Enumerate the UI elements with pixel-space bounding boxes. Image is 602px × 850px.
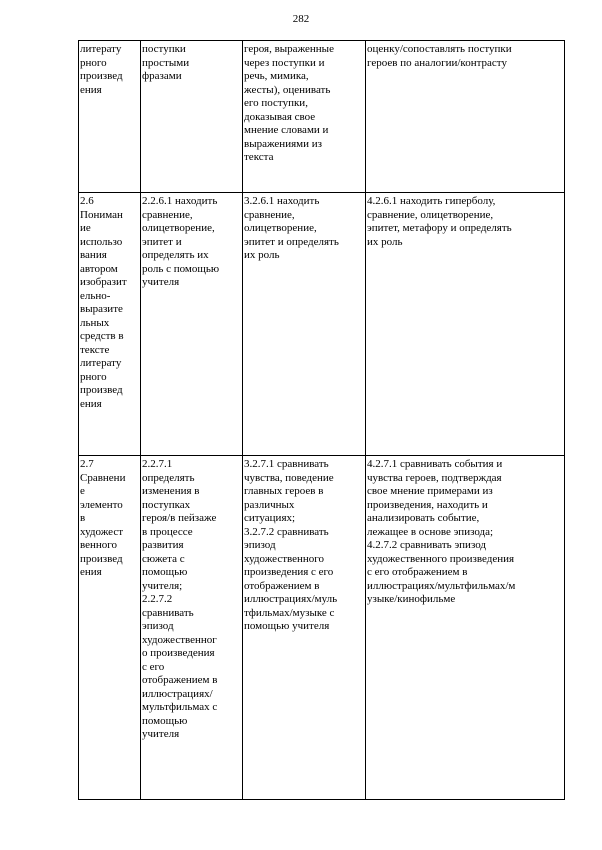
grade3-text: героя, выраженные через поступки и речь, мимика, жесты), оценивать его поступки, доказывая свое мнение словами и выражениями из текста (244, 43, 334, 163)
grade4-cell (366, 456, 565, 800)
grade2-cell (141, 193, 243, 456)
grade2-text: 2.2.6.1 находить сравнение, олицетворение, эпитет и определять их роль с помощью учителя (142, 195, 220, 288)
curriculum-table (78, 40, 565, 800)
grade4-text: оценку/сопоставлять поступки героев по аналогии/контрасту (367, 43, 512, 69)
grade2-cell (141, 456, 243, 800)
grade4-cell (366, 41, 565, 193)
table-row (79, 41, 565, 193)
grade4-text: 4.2.7.1 сравнивать события и чувства героев, подтверждая свое мнение примерами из произведения, находить и анализировать событие, лежащее в основе эпизода; 4.2.7.2 сравнивать эпизод художественного произведения с его отображением в иллюстрациях/мультфильмах/м узыке/кинофильме (367, 458, 516, 605)
topic-cell (79, 456, 141, 800)
page-number: 282 (292, 13, 310, 25)
grade3-text: 3.2.6.1 находить сравнение, олицетворение, эпитет и определять их роль (244, 195, 339, 261)
topic-text: литерату рного произвед ения (80, 43, 123, 96)
grade3-cell (243, 456, 366, 800)
grade3-cell (243, 193, 366, 456)
grade4-cell (366, 193, 565, 456)
grade2-text: поступки простыми фразами (142, 43, 190, 82)
grade3-text: 3.2.7.1 сравнивать чувства, поведение главных героев в различных ситуациях; 3.2.7.2 сравнивать эпизод художественного произведения с его отображением в иллюстрациях/муль тфильмах/музыке с помощью учителя (244, 458, 338, 632)
grade2-cell (141, 41, 243, 193)
table-row (79, 193, 565, 456)
topic-cell (79, 41, 141, 193)
table-row (79, 456, 565, 800)
topic-text: 2.6 Пониман ие использо вания автором изобразит ельно- выразите льных средств в тексте литерату рного произвед ения (80, 195, 127, 410)
grade4-text: 4.2.6.1 находить гиперболу, сравнение, олицетворение, эпитет, метафору и определять их роль (367, 195, 512, 248)
topic-cell (79, 193, 141, 456)
grade2-text: 2.2.7.1 определять изменения в поступках героя/в пейзаже в процессе развития сюжета с помощью учителя; 2.2.7.2 сравнивать эпизод художественног о произведения с его отображением в иллюстрациях/ мультфильмах с помощью учителя (142, 458, 218, 740)
topic-text: 2.7 Сравнени е элементо в художест венного произвед ения (80, 458, 126, 578)
grade3-cell (243, 41, 366, 193)
